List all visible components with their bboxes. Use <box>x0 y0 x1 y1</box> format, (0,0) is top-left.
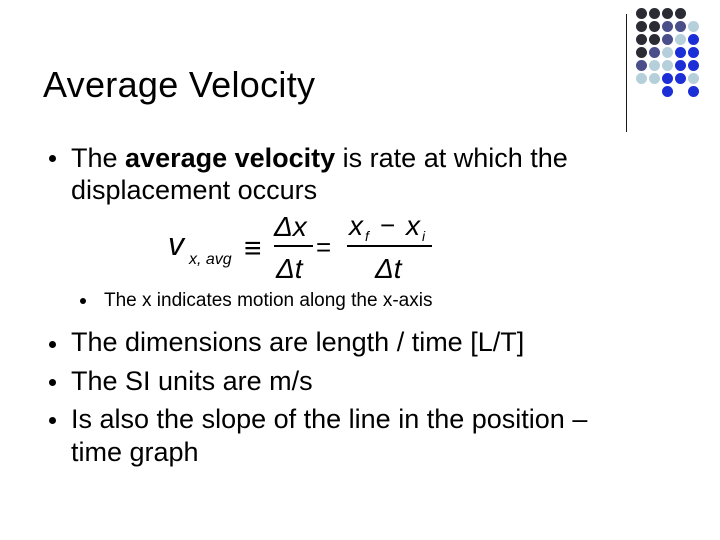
decorative-dot <box>636 34 647 45</box>
decorative-dot <box>675 8 686 19</box>
decorative-dot <box>662 73 673 84</box>
decorative-dot <box>649 60 660 71</box>
bullet-text-part: The <box>71 143 126 173</box>
decorative-dot <box>675 47 686 58</box>
decorative-dot <box>636 60 647 71</box>
eq-v-sub: x, avg <box>189 251 232 268</box>
decorative-dot <box>636 8 647 19</box>
bullet-text-average-velocity <box>71 142 568 174</box>
decorative-dot <box>662 47 673 58</box>
decorative-dot <box>688 21 699 32</box>
eq-xi-sub: i <box>422 228 426 244</box>
decorative-dot <box>688 34 699 45</box>
decorative-dot <box>662 8 673 19</box>
title: Average Velocity <box>43 64 316 105</box>
decorative-dot <box>675 34 686 45</box>
decorative-dot <box>636 21 647 32</box>
bullet-text-slope-line2: time graph <box>71 437 199 467</box>
decorative-dot <box>649 21 660 32</box>
decorative-dot <box>649 73 660 84</box>
eq-den1: Δt <box>276 253 303 284</box>
eq-xf-sub: f <box>365 228 369 244</box>
bullet-text-si-units: The SI units are m/s <box>71 366 313 396</box>
eq-xf: x <box>349 210 363 241</box>
eq-v: v <box>168 226 184 262</box>
velocity-equation <box>168 208 438 291</box>
bullet-text-line2: displacement occurs <box>71 175 318 205</box>
decorative-dot <box>675 21 686 32</box>
decorative-dot <box>649 34 660 45</box>
divider-line <box>626 14 627 132</box>
decorative-dot <box>662 86 673 97</box>
decorative-dot <box>662 60 673 71</box>
bullet-text-part: is rate at which the <box>335 143 568 173</box>
eq-num1: Δx <box>274 211 307 242</box>
decorative-dot <box>649 47 660 58</box>
decorative-dot <box>688 86 699 97</box>
bullet-text-slope: Is also the slope of the line in the position – <box>71 404 588 434</box>
decorative-dot <box>675 60 686 71</box>
decorative-dot <box>636 73 647 84</box>
decorative-dot <box>688 47 699 58</box>
decorative-dot <box>636 47 647 58</box>
decorative-dot <box>675 73 686 84</box>
decorative-dot <box>649 8 660 19</box>
bullet-marker <box>49 155 56 162</box>
eq-equals: = <box>316 232 332 262</box>
sub-bullet-marker <box>80 298 86 304</box>
eq-den2: Δt <box>375 253 402 284</box>
bullet-marker <box>49 417 56 424</box>
eq-xi: x <box>406 210 420 241</box>
bullet-text-dimensions: The dimensions are length / time [L/T] <box>71 327 525 357</box>
eq-equiv: ≡ <box>244 232 262 265</box>
decorative-dot <box>688 73 699 84</box>
sub-bullet-text: The x indicates motion along the x-axis <box>104 290 433 311</box>
bullet-marker <box>49 379 56 386</box>
decorative-dot <box>662 34 673 45</box>
bold-term: average velocity <box>125 143 336 173</box>
decorative-dot <box>688 60 699 71</box>
decorative-dot <box>662 21 673 32</box>
bullet-marker <box>49 341 56 348</box>
eq-minus: − <box>380 210 396 240</box>
